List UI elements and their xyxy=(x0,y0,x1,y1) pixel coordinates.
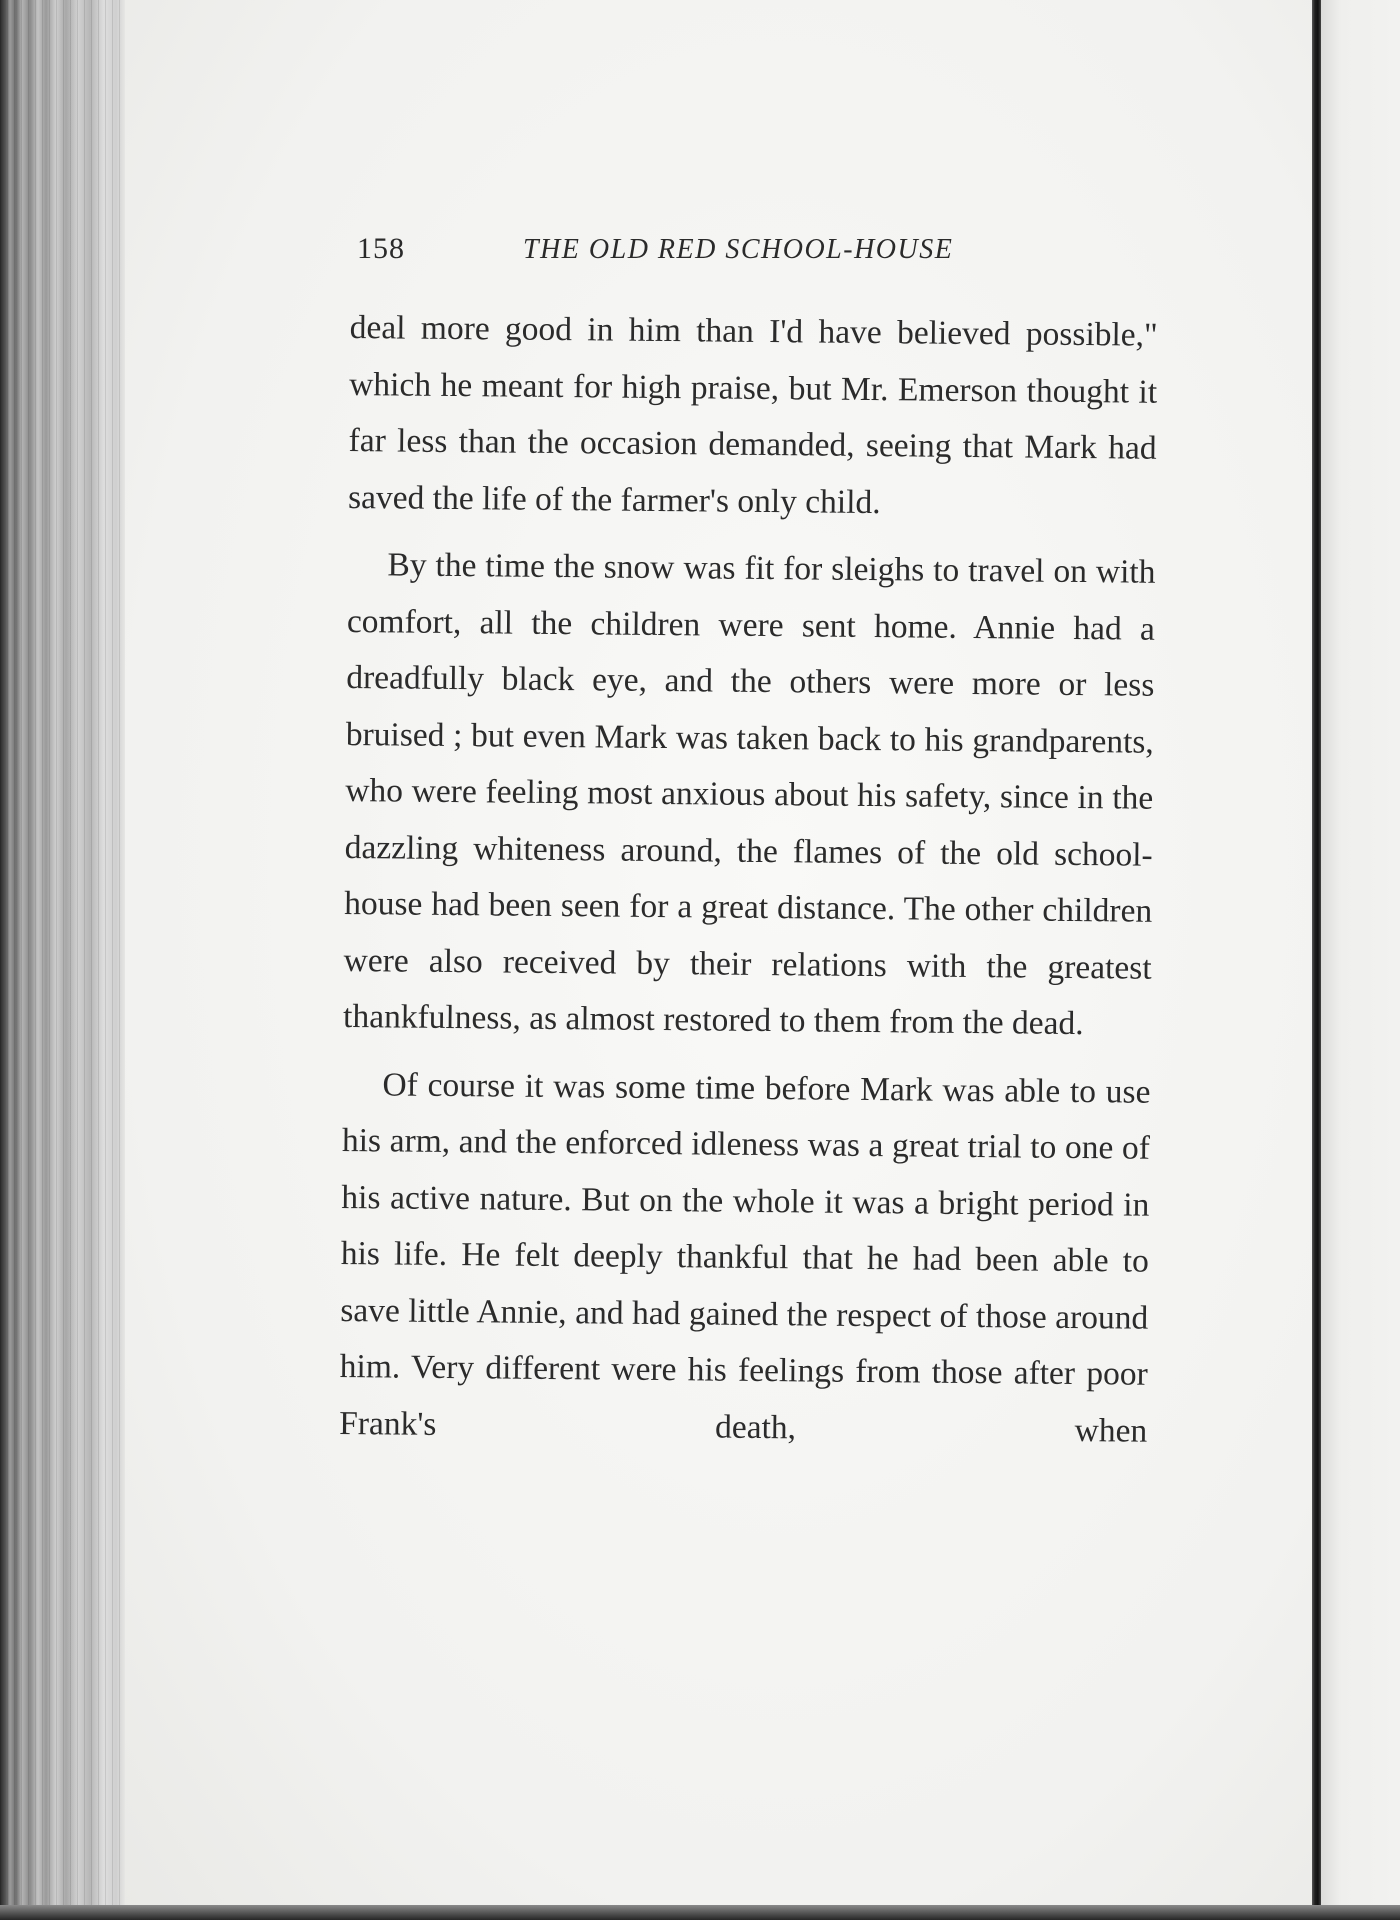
paragraph: Of course it was some time before Mark was able to use his arm, and the enforced idleness was a great trial to one of his active nature. But on the whole it was a bright period in his life. He felt deeply thankful that he had been able to save little Annie, and had gained the respect of those around him. Very different were his feelings from those after poor Frank's death, when xyxy=(339,1065,1151,1450)
facing-page-strip xyxy=(1321,0,1400,1920)
bottom-shadow xyxy=(0,1905,1400,1920)
page-gutter xyxy=(1312,0,1321,1920)
page-number: 158 xyxy=(357,232,405,265)
page-header xyxy=(357,232,1017,282)
paragraph: By the time the snow was fit for sleighs to travel on with comfort, all the children were sent home. Annie had a dreadfully black eye, and the others were more or less bruised ; but even Mark was taken back to his grandparents, who were feeling most anxious about his safety, since in the dazzling whiteness around, the flames of the old school-house had been seen for a great distance. The other children were also received by their relations with the greatest thankfulness, as almost restored to them from the dead. xyxy=(342,546,1156,1043)
paragraph: deal more good in him than I'd have believed possible," which he meant for high praise, but Mr. Emerson thought it far less than the occasion demanded, seeing that Mark had saved the life of the farmer's only child. xyxy=(347,308,1158,521)
running-title: THE OLD RED SCHOOL-HOUSE xyxy=(523,234,954,265)
book-page-edges xyxy=(0,0,125,1920)
body-text xyxy=(339,300,1158,1460)
